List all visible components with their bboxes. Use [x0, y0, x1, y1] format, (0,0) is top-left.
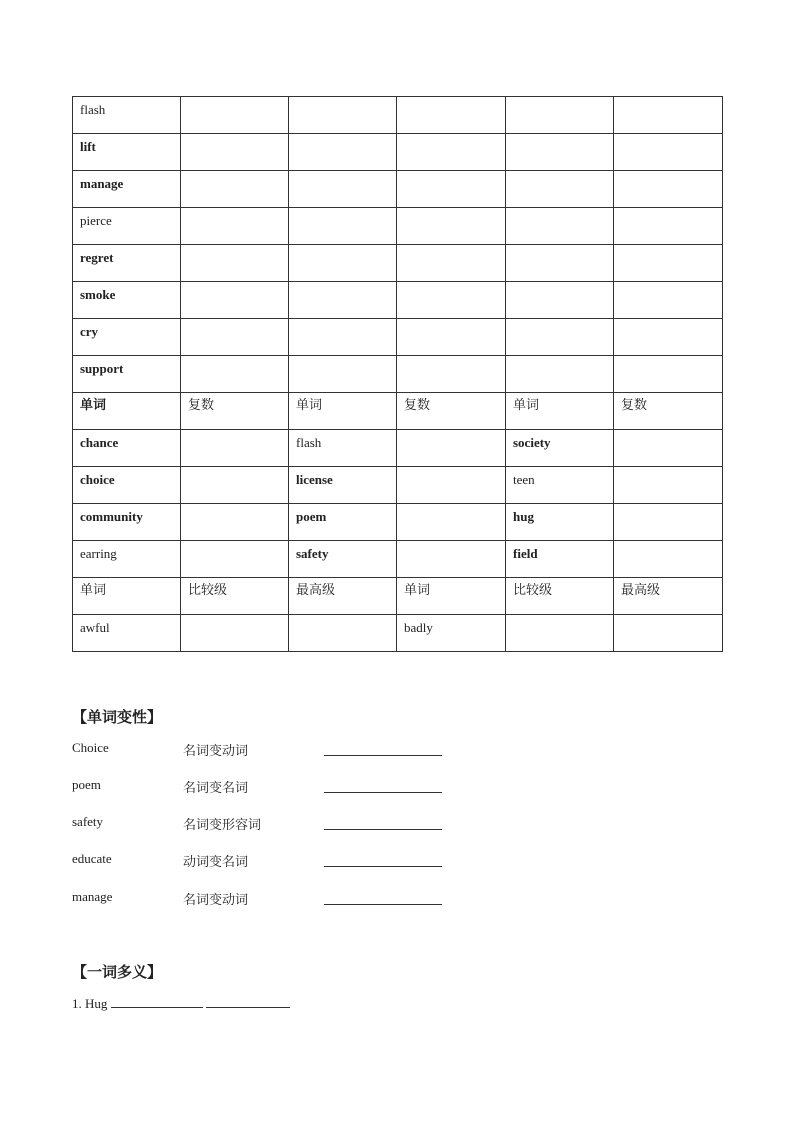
- answer-cell[interactable]: [289, 356, 397, 393]
- header-cell: 单词: [506, 393, 614, 430]
- answer-cell[interactable]: [397, 134, 506, 171]
- answer-cell[interactable]: [397, 356, 506, 393]
- table-cell: awful: [73, 615, 181, 652]
- answer-cell[interactable]: [289, 134, 397, 171]
- answer-cell[interactable]: [397, 245, 506, 282]
- word-label: educate: [72, 851, 112, 866]
- answer-cell[interactable]: [614, 208, 723, 245]
- polysemy-title: 【一词多义】: [72, 963, 163, 981]
- answer-cell[interactable]: [181, 467, 289, 504]
- answer-blank[interactable]: [324, 829, 442, 830]
- answer-cell[interactable]: [614, 97, 723, 134]
- answer-cell[interactable]: [181, 430, 289, 467]
- answer-cell[interactable]: [397, 541, 506, 578]
- table-cell: manage: [73, 171, 181, 208]
- answer-cell[interactable]: [289, 615, 397, 652]
- table-cell: teen: [506, 467, 614, 504]
- header-cell: 最高级: [614, 578, 723, 615]
- answer-cell[interactable]: [614, 467, 723, 504]
- word-change-title: 【单词变性】: [72, 708, 163, 726]
- answer-cell[interactable]: [614, 615, 723, 652]
- answer-cell[interactable]: [181, 541, 289, 578]
- table-row: [73, 319, 723, 356]
- table-row: [73, 615, 723, 652]
- answer-cell[interactable]: [181, 504, 289, 541]
- table-header-row: [73, 393, 723, 430]
- answer-cell[interactable]: [181, 282, 289, 319]
- table-cell: badly: [397, 615, 506, 652]
- answer-cell[interactable]: [289, 97, 397, 134]
- answer-blank[interactable]: [111, 995, 203, 1008]
- header-cell: 单词: [73, 393, 181, 430]
- table-cell: safety: [289, 541, 397, 578]
- answer-blank[interactable]: [324, 866, 442, 867]
- answer-cell[interactable]: [181, 615, 289, 652]
- table-cell: pierce: [73, 208, 181, 245]
- table-cell: poem: [289, 504, 397, 541]
- answer-cell[interactable]: [614, 282, 723, 319]
- table-cell: choice: [73, 467, 181, 504]
- table-row: [73, 97, 723, 134]
- answer-cell[interactable]: [289, 319, 397, 356]
- change-label: 名词变动词: [183, 744, 249, 759]
- answer-cell[interactable]: [506, 171, 614, 208]
- answer-cell[interactable]: [614, 134, 723, 171]
- answer-cell[interactable]: [397, 319, 506, 356]
- change-label: 动词变名词: [183, 855, 249, 870]
- answer-cell[interactable]: [181, 97, 289, 134]
- header-cell: 比较级: [506, 578, 614, 615]
- change-label: 名词变名词: [183, 781, 249, 796]
- answer-cell[interactable]: [181, 134, 289, 171]
- table-header-row: [73, 578, 723, 615]
- vocabulary-table: [72, 96, 723, 652]
- answer-cell[interactable]: [506, 615, 614, 652]
- header-cell: 单词: [397, 578, 506, 615]
- table-cell: hug: [506, 504, 614, 541]
- answer-cell[interactable]: [397, 467, 506, 504]
- answer-cell[interactable]: [506, 356, 614, 393]
- table-cell: chance: [73, 430, 181, 467]
- header-cell: 最高级: [289, 578, 397, 615]
- header-cell: 单词: [73, 578, 181, 615]
- answer-blank[interactable]: [324, 755, 442, 756]
- polysemy-item: [72, 995, 290, 1012]
- table-cell: lift: [73, 134, 181, 171]
- header-cell: 单词: [289, 393, 397, 430]
- answer-cell[interactable]: [181, 208, 289, 245]
- table-row: [73, 504, 723, 541]
- polysemy-word: 1. Hug: [72, 996, 108, 1011]
- change-label: 名词变形容词: [183, 818, 262, 833]
- answer-cell[interactable]: [506, 282, 614, 319]
- answer-cell[interactable]: [289, 282, 397, 319]
- answer-cell[interactable]: [506, 245, 614, 282]
- answer-cell[interactable]: [289, 171, 397, 208]
- table-cell: field: [506, 541, 614, 578]
- answer-cell[interactable]: [506, 319, 614, 356]
- word-label: manage: [72, 889, 113, 904]
- answer-blank[interactable]: [324, 792, 442, 793]
- table-cell: license: [289, 467, 397, 504]
- answer-cell[interactable]: [506, 134, 614, 171]
- answer-cell[interactable]: [397, 208, 506, 245]
- table-row: [73, 245, 723, 282]
- answer-cell[interactable]: [397, 282, 506, 319]
- word-change-item: [72, 777, 472, 797]
- answer-cell[interactable]: [289, 208, 397, 245]
- change-label: 名词变动词: [183, 893, 249, 908]
- answer-blank[interactable]: [324, 904, 442, 905]
- table-cell: community: [73, 504, 181, 541]
- answer-cell[interactable]: [614, 245, 723, 282]
- table-row: [73, 171, 723, 208]
- answer-cell[interactable]: [181, 245, 289, 282]
- word-change-item: [72, 814, 472, 834]
- answer-cell[interactable]: [397, 430, 506, 467]
- table-row: [73, 282, 723, 319]
- table-row: [73, 208, 723, 245]
- answer-cell[interactable]: [181, 171, 289, 208]
- table-row: [73, 356, 723, 393]
- table-cell: flash: [73, 97, 181, 134]
- table-cell: society: [506, 430, 614, 467]
- answer-cell[interactable]: [397, 171, 506, 208]
- word-label: Choice: [72, 740, 109, 755]
- header-cell: 复数: [614, 393, 723, 430]
- answer-cell[interactable]: [397, 97, 506, 134]
- table-row: [73, 134, 723, 171]
- answer-cell[interactable]: [614, 541, 723, 578]
- answer-cell[interactable]: [614, 430, 723, 467]
- table-row: [73, 430, 723, 467]
- table-row: [73, 467, 723, 504]
- answer-cell[interactable]: [181, 356, 289, 393]
- answer-cell[interactable]: [614, 504, 723, 541]
- answer-cell[interactable]: [614, 356, 723, 393]
- answer-cell[interactable]: [506, 208, 614, 245]
- table-cell: earring: [73, 541, 181, 578]
- answer-cell[interactable]: [614, 319, 723, 356]
- table-cell: regret: [73, 245, 181, 282]
- table-row: [73, 541, 723, 578]
- word-change-item: [72, 851, 472, 871]
- header-cell: 复数: [397, 393, 506, 430]
- table-cell: cry: [73, 319, 181, 356]
- word-label: safety: [72, 814, 104, 829]
- word-change-item: [72, 889, 472, 909]
- answer-cell[interactable]: [506, 97, 614, 134]
- word-change-item: [72, 740, 472, 760]
- answer-blank[interactable]: [206, 995, 290, 1008]
- table-cell: smoke: [73, 282, 181, 319]
- answer-cell[interactable]: [397, 504, 506, 541]
- answer-cell[interactable]: [614, 171, 723, 208]
- answer-cell[interactable]: [181, 319, 289, 356]
- table-cell: support: [73, 356, 181, 393]
- answer-cell[interactable]: [289, 245, 397, 282]
- table-cell: flash: [289, 430, 397, 467]
- header-cell: 比较级: [181, 578, 289, 615]
- header-cell: 复数: [181, 393, 289, 430]
- word-label: poem: [72, 777, 101, 792]
